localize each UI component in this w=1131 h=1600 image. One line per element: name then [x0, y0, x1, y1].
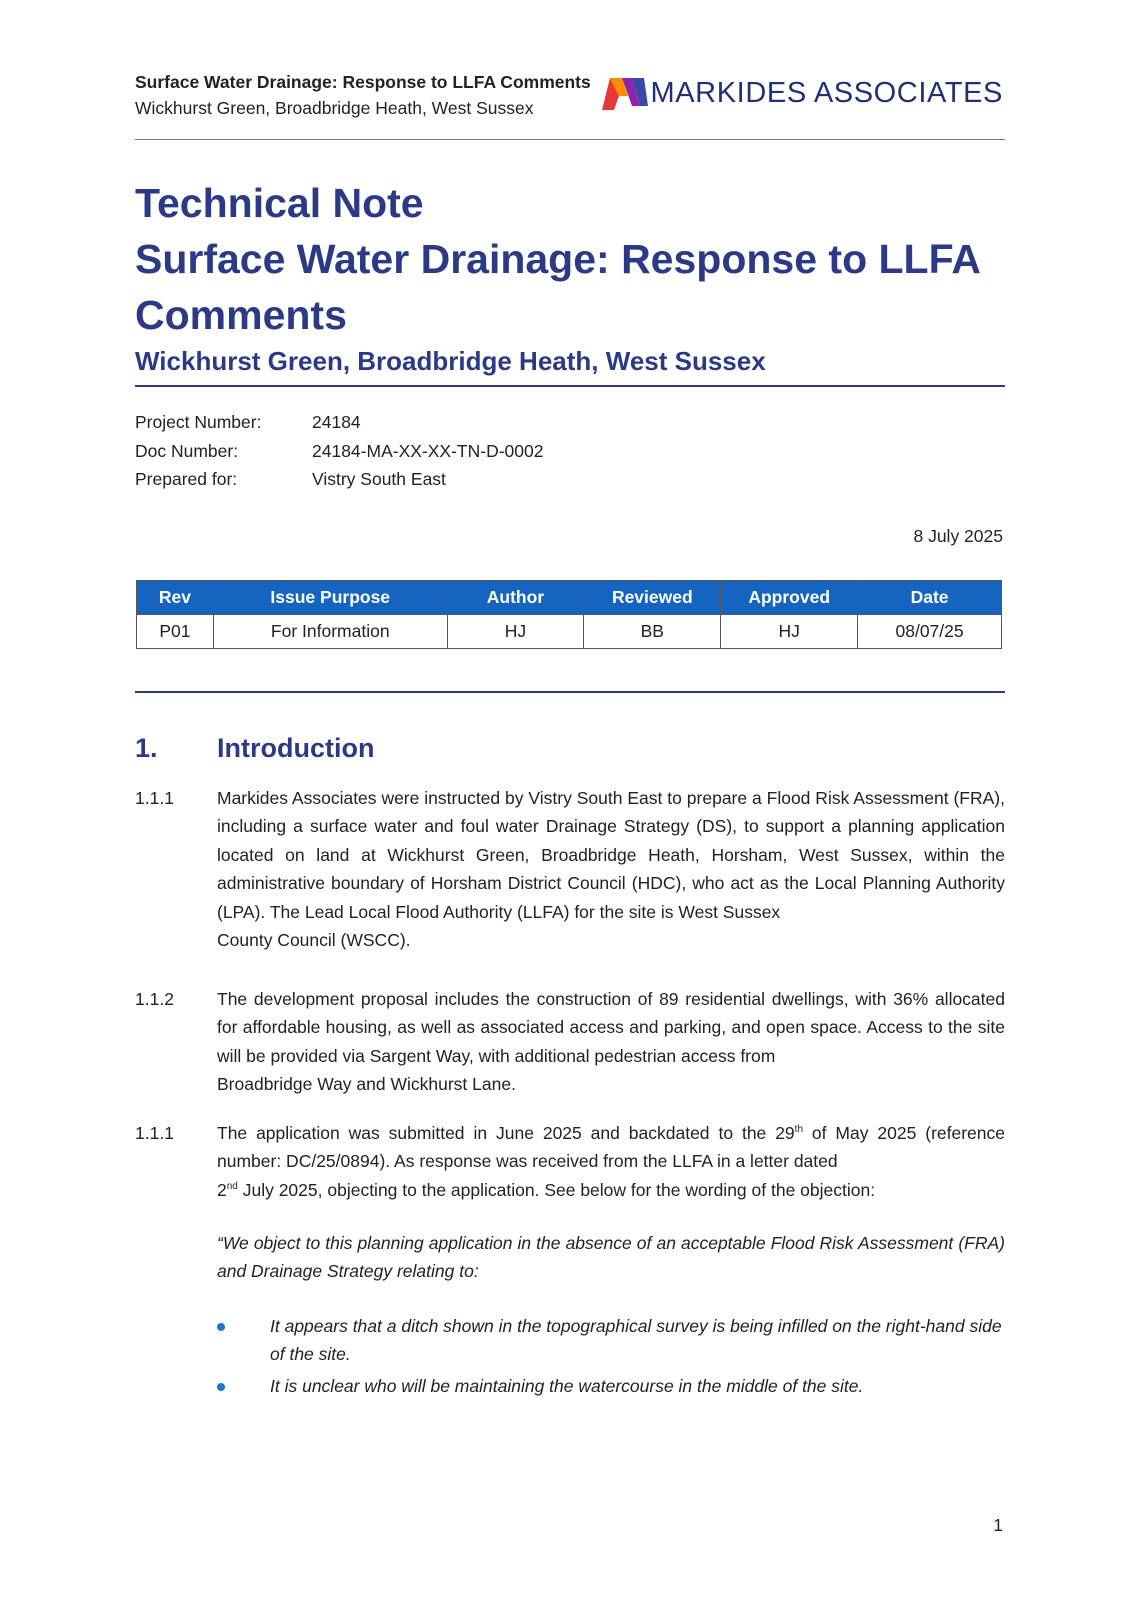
table-cell-author: HJ [447, 615, 584, 649]
page-number: 1 [993, 1515, 1003, 1535]
table-cell-date: 08/07/25 [858, 615, 1002, 649]
paragraph-text-part: 2 [217, 1179, 227, 1200]
meta-label: Prepared for: [135, 469, 238, 489]
paragraph-text [217, 784, 1005, 954]
meta-row-project-number [135, 412, 543, 441]
table-cell-rev: P01 [137, 615, 214, 649]
paragraph-last-line [217, 1176, 1005, 1204]
revision-table-header-row [137, 581, 1002, 615]
section-heading [135, 733, 1005, 769]
logo-mark-icon [602, 76, 648, 110]
paragraph-1-1-2 [135, 985, 1005, 1099]
paragraph-text-part: July 2025, objecting to the application. See below for the wording of the objection: [237, 1179, 876, 1200]
table-cell-issue-purpose: For Information [213, 615, 447, 649]
document-title-line-3: Comments [135, 292, 347, 338]
ordinal-suffix: th [794, 1124, 804, 1136]
meta-value: 24184-MA-XX-XX-TN-D-0002 [312, 440, 544, 461]
document-subtitle: Wickhurst Green, Broadbridge Heath, West Sussex [135, 346, 766, 376]
company-logo [602, 74, 1003, 112]
objection-bullet-list [217, 1312, 1005, 1403]
paragraph-last-line: Broadbridge Way and Wickhurst Lane. [217, 1074, 516, 1095]
section-title: Introduction [217, 733, 375, 763]
paragraph-number: 1.1.2 [135, 989, 174, 1009]
table-row [137, 615, 1002, 649]
bullet-icon [217, 1323, 225, 1331]
paragraph-1-1-1 [135, 784, 1005, 954]
document-title-block [135, 175, 1005, 387]
revision-table [136, 580, 1002, 649]
paragraph-1-1-1-b [135, 1119, 1005, 1204]
logo-text: MARKIDES ASSOCIATES [650, 76, 1003, 109]
paragraph-text-part: of May 2025 (reference number: DC/25/0894). As response was received from the LLFA in a letter dated [217, 1123, 1005, 1172]
column-header-rev: Rev [137, 581, 214, 615]
meta-value: 24184 [312, 412, 361, 432]
header-subtitle: Wickhurst Green, Broadbridge Heath, West Sussex [135, 98, 534, 118]
document-title-line-2: Surface Water Drainage: Response to LLFA [135, 236, 981, 282]
column-header-author: Author [447, 581, 584, 615]
paragraph-text [217, 985, 1005, 1099]
list-item [217, 1312, 1005, 1369]
document-metadata [135, 412, 543, 498]
column-header-date: Date [858, 581, 1002, 615]
page-header [135, 70, 1005, 140]
meta-row-prepared-for [135, 469, 543, 498]
meta-label: Project Number: [135, 412, 262, 432]
list-item [217, 1372, 1005, 1400]
table-cell-reviewed: BB [584, 615, 721, 649]
paragraph-text [217, 1119, 1005, 1204]
document-title-line-1: Technical Note [135, 180, 424, 226]
paragraph-number: 1.1.1 [135, 788, 174, 808]
paragraph-text-part: The application was submitted in June 2025 and backdated to the 29 [217, 1123, 795, 1143]
paragraph-number: 1.1.1 [135, 1123, 174, 1143]
bullet-icon [217, 1383, 225, 1391]
list-item-text: It appears that a ditch shown in the topographical survey is being infilled on the right-hand side of the site. [270, 1316, 1002, 1365]
ordinal-suffix: nd [226, 1180, 238, 1192]
meta-label: Doc Number: [135, 440, 239, 461]
table-cell-approved: HJ [721, 615, 858, 649]
list-item-text: It is unclear who will be maintaining the watercourse in the middle of the site. [270, 1375, 864, 1396]
section-number: 1. [135, 733, 158, 763]
objection-quote: “We object to this planning application in the absence of an acceptable Flood Risk Assessment (FRA) and Drainage Strategy relating to: [217, 1233, 1005, 1282]
paragraph-body: Markides Associates were instructed by Vistry South East to prepare a Flood Risk Assessment (FRA), including a surface water and foul water Drainage Strategy (DS), to support a planning application located on land at Wickhurst Green, Broadbridge Heath, Horsham, West Sussex, within the administrative boundary of Horsham District Council (HDC), who act as the Local Planning Authority (LPA). The Lead Local Flood Authority (LLFA) for the site is West Sussex [217, 788, 1005, 922]
meta-row-doc-number [135, 441, 543, 470]
header-title: Surface Water Drainage: Response to LLFA Comments [135, 72, 591, 92]
document-date: 8 July 2025 [913, 526, 1003, 546]
section-divider [135, 691, 1005, 693]
paragraph-last-line: County Council (WSCC). [217, 930, 411, 951]
meta-value: Vistry South East [312, 469, 446, 489]
paragraph-body: The development proposal includes the construction of 89 residential dwellings, with 36% allocated for affordable housing, as well as associated access and parking, and open space. Access to the site will be provided via Sargent Way, with additional pedestrian access from [217, 989, 1005, 1066]
column-header-issue-purpose: Issue Purpose [213, 581, 447, 615]
column-header-approved: Approved [721, 581, 858, 615]
column-header-reviewed: Reviewed [584, 581, 721, 615]
